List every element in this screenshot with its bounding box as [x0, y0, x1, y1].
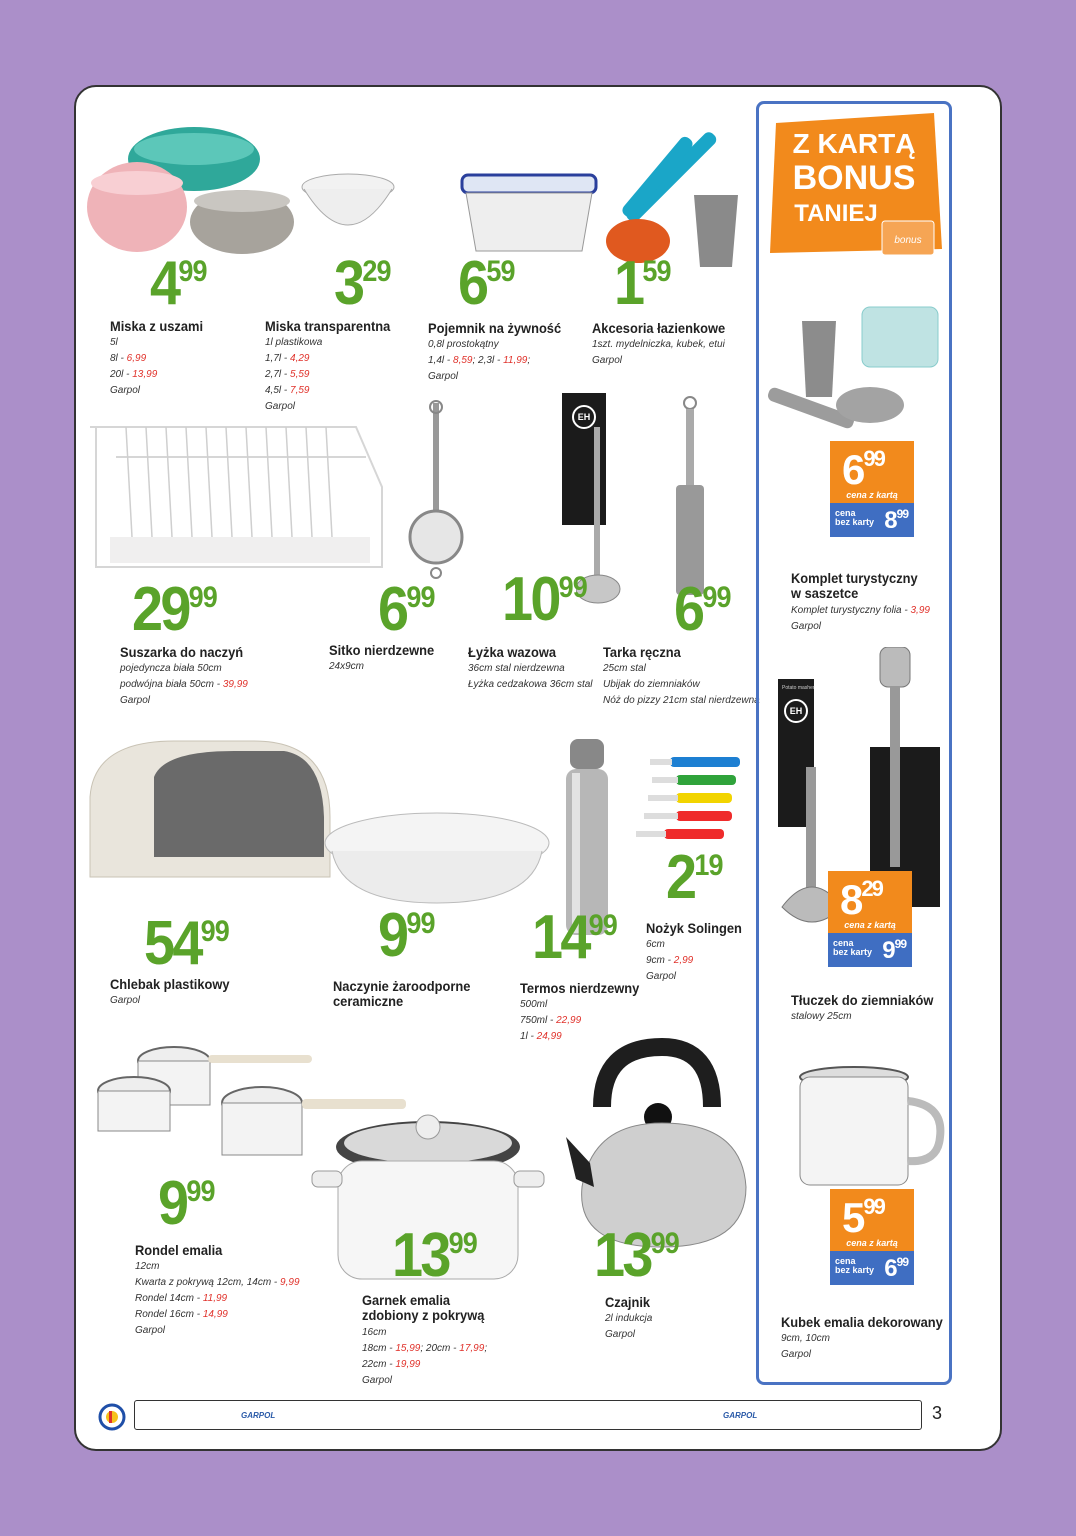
name-komplet: Komplet turystyczny w saszetce	[791, 570, 918, 601]
name-rondel: Rondel emalia	[135, 1242, 223, 1258]
name-pojemnik: Pojemnik na żywność	[428, 320, 562, 336]
travel-set-image	[766, 301, 946, 441]
name-nozyk: Nożyk Solingen	[646, 920, 742, 936]
kettle-image	[562, 1037, 752, 1257]
desc-tluczek: stalowy 25cm	[791, 1011, 852, 1022]
name-tarka: Tarka ręczna	[603, 644, 681, 660]
name-kubek: Kubek emalia dekorowany	[781, 1314, 943, 1330]
price-akcesoria: $1^{59}$	[614, 249, 671, 318]
masher-label: Potato masher	[782, 685, 815, 691]
desc-miska-transparentna: 1l plastikowa 1,7l - 4,29 2,7l - 5,59 4,5l - 7,59 Garpol	[265, 337, 323, 412]
name-termos: Termos nierdzewny	[520, 980, 640, 996]
grater-image	[670, 395, 710, 605]
eh-logo: EH	[572, 405, 596, 429]
price-lyzka: $10^{99}$	[502, 565, 587, 634]
desc-garnek: 16cm 18cm - 15,99; 20cm - 17,99; 22cm - 19,99 Garpol	[362, 1327, 488, 1386]
strainer-image	[406, 397, 466, 587]
card-price-komplet: $6^{99}$ cena z kartą cena bez karty $8^{99}$	[830, 441, 914, 537]
desc-lyzka: 36cm stal nierdzewna Łyżka cedzakowa 36cm stal	[468, 663, 593, 690]
garpol-logo-right: GARPOL	[723, 1411, 758, 1420]
desc-pojemnik: 0,8l prostokątny 1,4l - 8,59; 2,3l - 11,99; Garpol	[428, 339, 531, 382]
price-nozyk: $2^{19}$	[666, 843, 723, 912]
desc-tarka: 25cm stal Ubijak do ziemniaków Nóż do pizzy 21cm stal nierdzewna	[603, 663, 760, 706]
desc-chlebak: Garpol	[110, 995, 141, 1006]
desc-nozyk: 6cm 9cm - 2,99 Garpol	[646, 939, 694, 982]
name-tluczek: Tłuczek do ziemniaków	[791, 992, 934, 1008]
page-number: 3	[932, 1403, 943, 1423]
name-miska-uszami: Miska z uszami	[110, 318, 204, 334]
price-naczynie: $9^{99}$	[378, 901, 435, 970]
price-suszarka: $29^{99}$	[132, 575, 217, 644]
price-sitko: $6^{99}$	[378, 575, 435, 644]
bonus-card-text: bonus	[894, 235, 922, 246]
baking-dish-image	[322, 807, 552, 907]
price-czajnik: $13^{99}$	[594, 1221, 679, 1290]
desc-rondel: 12cm Kwarta z pokrywą 12cm, 14cm - 9,99 Rondel 14cm - 11,99 Rondel 16cm - 14,99 Garpol	[135, 1261, 300, 1336]
price-miska-uszami: $4^{99}$	[150, 249, 207, 318]
desc-miska-uszami: 5l 8l - 6,99 20l - 13,99 Garpol	[110, 337, 158, 396]
store-logo-icon	[98, 1403, 126, 1431]
price-garnek: $13^{99}$	[392, 1221, 477, 1290]
desc-kubek: 9cm, 10cm Garpol	[781, 1333, 830, 1360]
desc-suszarka: pojedyncza biała 50cm podwójna biała 50cm - 39,99 Garpol	[120, 663, 248, 706]
bowls-image	[82, 117, 302, 267]
knives-image	[630, 751, 750, 847]
price-miska-transparentna: $3^{29}$	[334, 249, 391, 318]
mug-image	[794, 1065, 954, 1195]
name-czajnik: Czajnik	[605, 1294, 651, 1310]
name-akcesoria: Akcesoria łazienkowe	[592, 320, 726, 336]
desc-sitko: 24x9cm	[329, 661, 365, 672]
garpol-logo-left: GARPOL	[241, 1411, 276, 1420]
name-lyzka: Łyżka wazowa	[468, 644, 557, 660]
name-sitko: Sitko nierdzewne	[329, 642, 435, 658]
leaflet-page	[74, 85, 1002, 1451]
price-rondel: $9^{99}$	[158, 1169, 215, 1238]
card-price-kubek: $5^{99}$ cena z kartą cena bez karty $6^{99}$	[830, 1189, 914, 1285]
name-naczynie: Naczynie żaroodporne ceramiczne	[333, 978, 471, 1009]
transparent-bowl-image	[300, 171, 396, 243]
desc-czajnik: 2l indukcja Garpol	[605, 1313, 653, 1340]
desc-komplet: Komplet turystyczny folia - 3,99 Garpol	[791, 605, 930, 632]
name-garnek: Garnek emalia zdobiony z pokrywą	[362, 1292, 485, 1323]
price-pojemnik: $6^{59}$	[458, 249, 515, 318]
desc-termos: 500ml 750ml - 22,99 1l - 24,99	[520, 999, 582, 1042]
bonus-line-2: BONUS	[792, 159, 916, 197]
bonus-line-1: Z KARTĄ	[792, 128, 916, 159]
footer-bar	[134, 1400, 922, 1430]
price-tarka: $6^{99}$	[674, 575, 731, 644]
breadbox-image	[84, 737, 334, 897]
price-termos: $14^{99}$	[532, 903, 617, 972]
name-suszarka: Suszarka do naczyń	[120, 644, 244, 660]
name-miska-transparentna: Miska transparentna	[265, 318, 391, 334]
eh-logo-2: EH	[784, 699, 808, 723]
bonus-line-3: TANIEJ	[794, 200, 878, 227]
price-chlebak: $54^{99}$	[144, 909, 229, 978]
name-chlebak: Chlebak plastikowy	[110, 976, 230, 992]
card-price-tluczek: $8^{29}$ cena z kartą cena bez karty $9^{99}$	[828, 871, 912, 967]
bonus-banner	[766, 113, 942, 263]
desc-akcesoria: 1szt. mydelniczka, kubek, etui Garpol	[592, 339, 725, 366]
dish-rack-image	[86, 417, 386, 587]
